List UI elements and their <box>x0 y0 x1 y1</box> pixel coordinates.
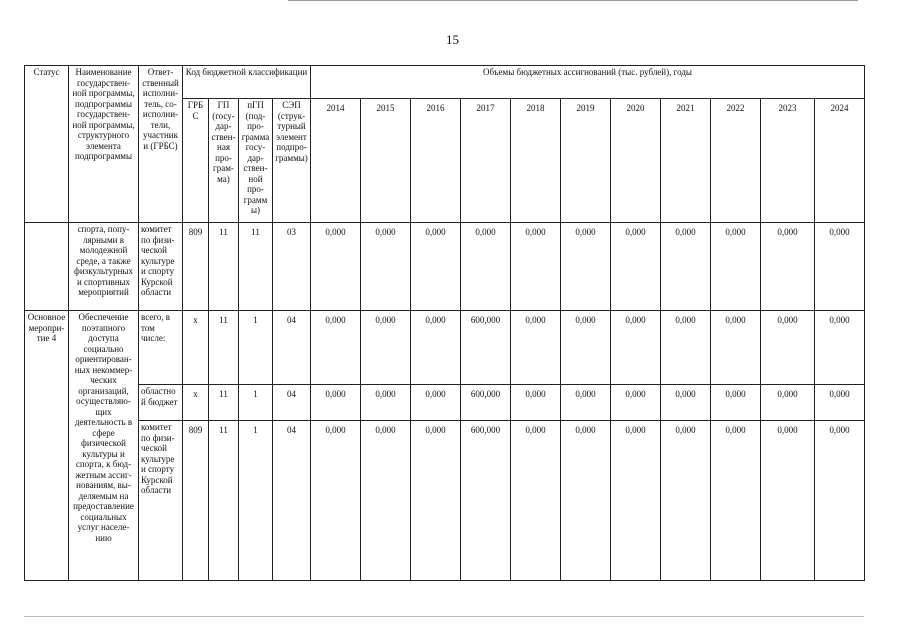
cell-value: 600,000 <box>461 311 511 385</box>
cell-value: 0,000 <box>511 385 561 421</box>
cell-grbs: x <box>183 311 209 385</box>
header-grbs: ГРБ С <box>183 99 209 223</box>
cell-value: 0,000 <box>561 385 611 421</box>
cell-value: 0,000 <box>511 311 561 385</box>
header-year: 2021 <box>661 99 711 223</box>
header-year: 2018 <box>511 99 561 223</box>
table-row <box>25 421 865 581</box>
cell-value: 0,000 <box>311 385 361 421</box>
cell-value: 0,000 <box>361 385 411 421</box>
table-row <box>25 385 865 421</box>
cell-value: 0,000 <box>561 311 611 385</box>
cell-sep: 04 <box>273 385 311 421</box>
cell-value: 0,000 <box>761 421 815 581</box>
cell-grbs: x <box>183 385 209 421</box>
cell-pgp: 1 <box>239 385 273 421</box>
top-edge-line <box>288 0 858 1</box>
cell-value: 0,000 <box>411 385 461 421</box>
cell-value: 0,000 <box>815 223 865 311</box>
cell-value: 0,000 <box>611 421 661 581</box>
header-gp: ГП (госу-дар-ствен-ная про-грам-ма) <box>209 99 239 223</box>
header-sep: СЭП (струк-турный элемент подпро-граммы) <box>273 99 311 223</box>
cell-value: 0,000 <box>461 223 511 311</box>
cell-name: спорта, попу-лярными в молодежной среде, а также физкультурных и спортивных мероприятий <box>69 223 139 311</box>
cell-value: 0,000 <box>511 223 561 311</box>
header-status: Статус <box>25 66 69 223</box>
header-executor: Ответ-ственный исполни-тель, со-исполни-тели, участники (ГРБС) <box>139 66 183 223</box>
cell-executor: всего, в том числе: <box>139 311 183 385</box>
cell-gp: 11 <box>209 311 239 385</box>
cell-value: 0,000 <box>761 385 815 421</box>
cell-executor: комитет по физи-ческой культуре и спорту Курской области <box>139 223 183 311</box>
header-name: Наименование государствен-ной программы, подпрограммы государствен-ной программы, структурного элемента подпрограммы <box>69 66 139 223</box>
cell-value: 0,000 <box>311 311 361 385</box>
cell-value: 0,000 <box>611 311 661 385</box>
header-code-group: Код бюджетной классификации <box>183 66 311 99</box>
header-year: 2019 <box>561 99 611 223</box>
cell-value: 0,000 <box>611 385 661 421</box>
cell-executor: комитет по физи-ческой культуре и спорту Курской области <box>139 421 183 581</box>
cell-pgp: 11 <box>239 223 273 311</box>
cell-value: 0,000 <box>361 421 411 581</box>
cell-value: 0,000 <box>661 223 711 311</box>
cell-sep: 04 <box>273 311 311 385</box>
cell-value: 0,000 <box>611 223 661 311</box>
cell-value: 0,000 <box>361 223 411 311</box>
cell-grbs: 809 <box>183 223 209 311</box>
cell-gp: 11 <box>209 421 239 581</box>
cell-value: 0,000 <box>761 223 815 311</box>
header-year: 2022 <box>711 99 761 223</box>
table-row <box>25 311 865 385</box>
cell-value: 0,000 <box>411 311 461 385</box>
cell-status: Основное меропри-тие 4 <box>25 311 69 581</box>
cell-sep: 03 <box>273 223 311 311</box>
cell-value: 0,000 <box>711 385 761 421</box>
cell-value: 0,000 <box>361 311 411 385</box>
cell-value: 0,000 <box>411 223 461 311</box>
cell-value: 0,000 <box>711 421 761 581</box>
cell-value: 600,000 <box>461 421 511 581</box>
header-year: 2017 <box>461 99 511 223</box>
cell-name: Обеспечение поэтапного доступа социально ориентирован-ных некоммер-ческих организаций, осуществляю-щих деятельность в сфере физической культуры и спорта, к бюд-жетным ассиг-нованиям, вы-деляемым на предоставление социальных услуг населе-нию <box>69 311 139 581</box>
table-row <box>25 223 865 311</box>
cell-status <box>25 223 69 311</box>
cell-sep: 04 <box>273 421 311 581</box>
cell-executor: областной бюджет <box>139 385 183 421</box>
cell-pgp: 1 <box>239 421 273 581</box>
header-pgp: пГП (под-про-грамма госу-дар-ствен-ной про-граммы) <box>239 99 273 223</box>
cell-grbs: 809 <box>183 421 209 581</box>
cell-value: 0,000 <box>661 311 711 385</box>
cell-value: 0,000 <box>815 311 865 385</box>
budget-table <box>24 65 865 581</box>
header-year: 2023 <box>761 99 815 223</box>
cell-value: 0,000 <box>661 385 711 421</box>
cell-value: 0,000 <box>511 421 561 581</box>
header-volumes-group: Объемы бюджетных ассигнований (тыс. рублей), годы <box>311 66 865 99</box>
page-number: 15 <box>446 32 459 47</box>
cell-value: 0,000 <box>311 223 361 311</box>
bottom-edge-line <box>24 616 864 617</box>
cell-value: 0,000 <box>561 223 611 311</box>
cell-value: 0,000 <box>661 421 711 581</box>
cell-value: 0,000 <box>561 421 611 581</box>
header-year: 2024 <box>815 99 865 223</box>
cell-value: 0,000 <box>815 421 865 581</box>
cell-pgp: 1 <box>239 311 273 385</box>
cell-gp: 11 <box>209 223 239 311</box>
cell-gp: 11 <box>209 385 239 421</box>
cell-value: 0,000 <box>411 421 461 581</box>
header-year: 2016 <box>411 99 461 223</box>
cell-value: 0,000 <box>711 311 761 385</box>
cell-value: 0,000 <box>761 311 815 385</box>
header-year: 2014 <box>311 99 361 223</box>
cell-value: 600,000 <box>461 385 511 421</box>
header-year: 2015 <box>361 99 411 223</box>
cell-value: 0,000 <box>311 421 361 581</box>
cell-value: 0,000 <box>711 223 761 311</box>
cell-value: 0,000 <box>815 385 865 421</box>
header-year: 2020 <box>611 99 661 223</box>
